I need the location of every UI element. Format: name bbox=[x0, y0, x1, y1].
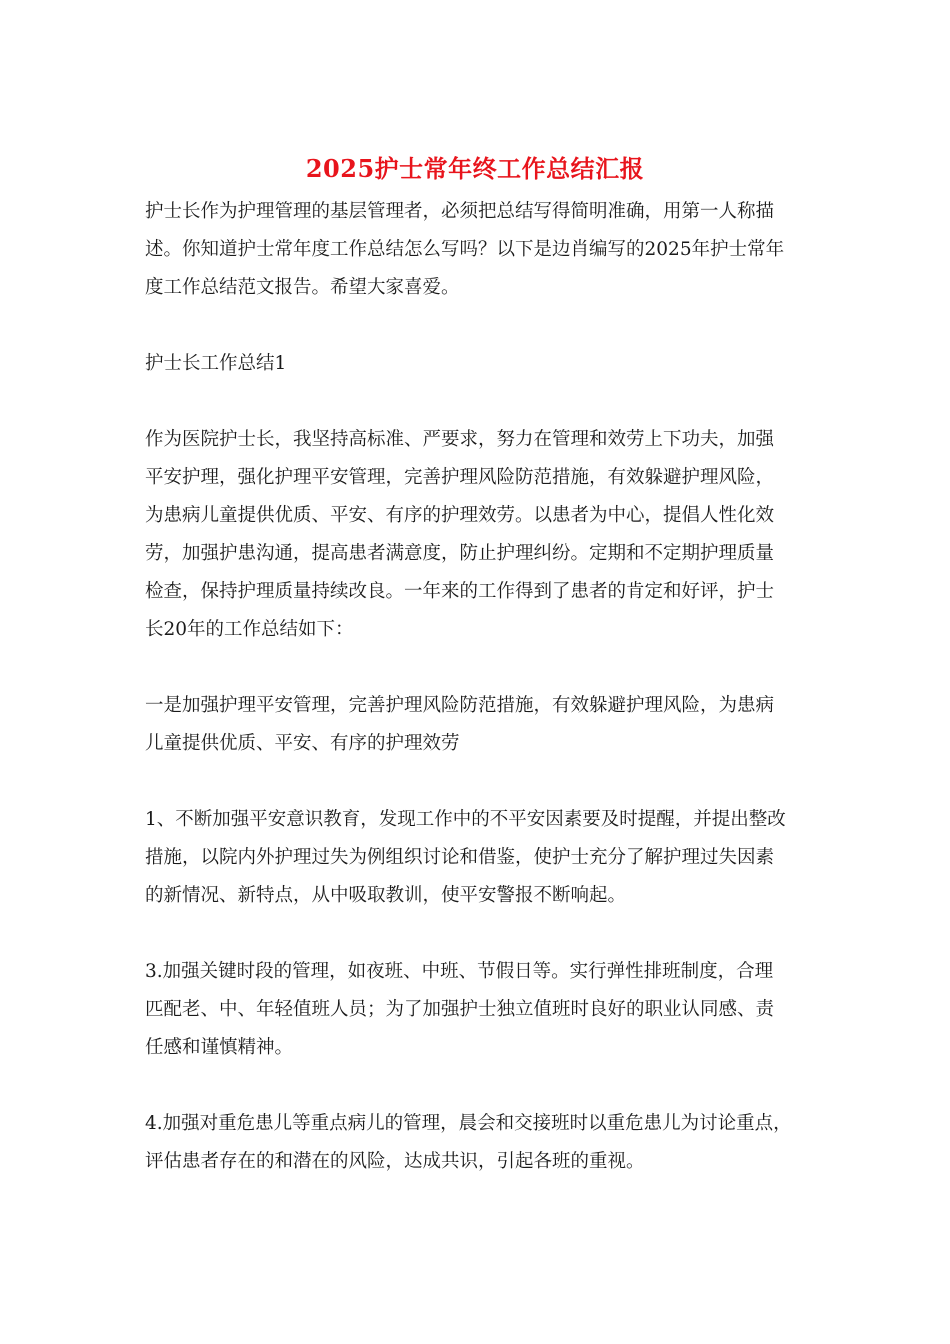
body-paragraph bbox=[145, 421, 810, 649]
text-line: 平安护理，强化护理平安管理，完善护理风险防范措施，有效躲避护理风险， bbox=[145, 467, 775, 488]
text-line: 评估患者存在的和潜在的风险，达成共识，引起各班的重视。 bbox=[145, 1151, 645, 1172]
text-line: 3.加强关键时段的管理，如夜班、中班、节假日等。实行弹性排班制度，合理 bbox=[145, 961, 774, 982]
text-line: 一是加强护理平安管理，完善护理风险防范措施，有效躲避护理风险，为患病 bbox=[145, 695, 775, 716]
text-line: 劳，加强护患沟通，提高患者满意度，防止护理纠纷。定期和不定期护理质量 bbox=[145, 543, 775, 564]
body-paragraph bbox=[145, 687, 810, 763]
document-title: 2025护士常年终工作总结汇报 bbox=[305, 154, 645, 183]
text-line: 1、不断加强平安意识教育，发现工作中的不平安因素要及时提醒，并提出整改 bbox=[145, 809, 786, 830]
text-line: 检查，保持护理质量持续改良。一年来的工作得到了患者的肯定和好评，护士 bbox=[145, 581, 775, 602]
text-line: 儿童提供优质、平安、有序的护理效劳 bbox=[145, 733, 460, 754]
text-line: 述。你知道护士常年度工作总结怎么写吗？以下是边肖编写的2025年护士常年 bbox=[145, 239, 785, 260]
text-line: 任感和谨慎精神。 bbox=[145, 1037, 294, 1058]
text-line: 的新情况、新特点，从中吸取教训，使平安警报不断响起。 bbox=[145, 885, 627, 906]
text-line: 为患病儿童提供优质、平安、有序的护理效劳。以患者为中心，提倡人性化效 bbox=[145, 505, 775, 526]
intro-paragraph bbox=[145, 193, 810, 307]
text-line: 护士长工作总结1 bbox=[145, 353, 287, 374]
text-line: 度工作总结范文报告。希望大家喜爱。 bbox=[145, 277, 460, 298]
paragraph-gap bbox=[145, 915, 810, 953]
section-heading bbox=[145, 345, 810, 383]
text-line: 护士长作为护理管理的基层管理者，必须把总结写得简明准确，用第一人称描 bbox=[145, 201, 775, 222]
paragraph-gap bbox=[145, 649, 810, 687]
paragraph-gap bbox=[145, 1067, 810, 1105]
document-body bbox=[145, 193, 810, 1181]
text-line: 作为医院护士长，我坚持高标准、严要求，努力在管理和效劳上下功夫，加强 bbox=[145, 429, 775, 450]
text-line: 匹配老、中、年轻值班人员；为了加强护士独立值班时良好的职业认同感、责 bbox=[145, 999, 775, 1020]
text-line: 长20年的工作总结如下： bbox=[145, 619, 354, 640]
paragraph-gap bbox=[145, 307, 810, 345]
body-paragraph bbox=[145, 801, 810, 915]
paragraph-gap bbox=[145, 383, 810, 421]
body-paragraph bbox=[145, 1105, 810, 1181]
text-line: 措施，以院内外护理过失为例组织讨论和借鉴，使护士充分了解护理过失因素 bbox=[145, 847, 775, 868]
body-paragraph bbox=[145, 953, 810, 1067]
paragraph-gap bbox=[145, 763, 810, 801]
text-line: 4.加强对重危患儿等重点病儿的管理，晨会和交接班时以重危患儿为讨论重点， bbox=[145, 1113, 792, 1134]
